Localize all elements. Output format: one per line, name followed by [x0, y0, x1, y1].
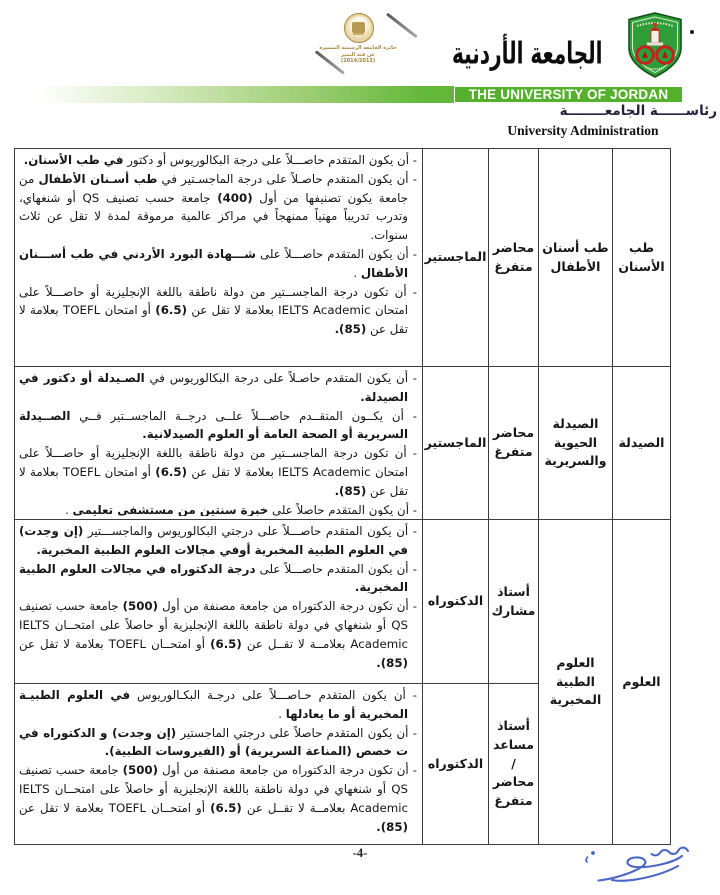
degree-cell-line: الماجستير	[424, 249, 487, 265]
university-name-banner	[36, 86, 683, 103]
requirements-cell	[15, 367, 423, 520]
faculty-cell-line: العلوم	[622, 673, 661, 689]
rank-cell-line: متفرغ	[494, 258, 533, 274]
requirement-bullet: - أن يكون المتقدم حاصـــلاً على درجة الدكتوراه في مجالات العلوم الطبية المخبرية.	[19, 561, 417, 595]
rank-cell-line: متفرغ	[494, 793, 533, 809]
requirement-bullet: - أن تكون درجة الماجســتير من دولة ناطقة باللغة الإنجليزية أو حاصـــلاً على امتحان IELTS Academic بعلامة لا تقل عن (6.5) أو امتحان TOEFL بعلامة لا تقل عن (85).	[19, 446, 417, 498]
requirements-text	[19, 686, 417, 841]
vacancy-requirements-table	[14, 148, 671, 845]
medallion-building-motif	[352, 22, 365, 33]
requirement-bullet: - أن يكون المتقدم حاصـــلاً على شـــهادة البورد الأردني في طب أســـنان الأطفال .	[19, 246, 417, 280]
degree-cell	[423, 149, 489, 367]
table-row-1	[15, 149, 671, 367]
requirement-bullet: - أن يكون المتقدم حاصـلاً على درجة البكالوريوس في الصـيدلة أو دكتور في الصيدلة.	[19, 371, 417, 404]
requirements-text	[19, 522, 417, 680]
rank-cell	[489, 520, 539, 684]
rank-cell-line: مشارك	[491, 602, 536, 618]
degree-cell-line: الدكتوراه	[427, 755, 484, 771]
table-row-3	[15, 520, 671, 684]
faculty-cell	[613, 149, 671, 367]
rank-cell-line: أستاذ	[497, 583, 530, 599]
faculty-cell-line: الأسنان	[618, 258, 665, 274]
department-cell-line: الحيوية	[553, 434, 598, 450]
degree-cell-line: الماجستير	[424, 434, 487, 450]
rank-cell-line: محاضر	[492, 239, 535, 255]
requirements-cell	[15, 520, 423, 684]
award-caption-line: جائزة الجامعة الرسمية المتميزة	[319, 45, 397, 51]
rank-cell	[489, 684, 539, 845]
requirement-bullet: - أن يكون المتقدم حاصـلاً على درجة الماجسـتير في طب أسـنان الأطفال من جامعة يكون تصنيفها من أول (400) جامعة حسب تصنيف QS أو شنغهاي، وتدرب تدريباً مهنياً ممنهجاً في مراكز عالمية مرموقة لمدة لا تقل عن ثلاث سنوات.	[19, 171, 417, 243]
award-caption-line: (2014/2013)	[340, 58, 376, 64]
department-cell-line: طب أسنان	[542, 239, 609, 255]
degree-cell	[423, 367, 489, 520]
department-cell-line: الأطفال	[550, 258, 601, 274]
university-shield-logo	[626, 12, 684, 78]
requirement-bullet: - أن يكون المتقدم حاصـــلاً على درجتي البكالوريوس والماجســـتير (إن وجدت) في العلوم الطبية المخبرية أوفي مجالات العلوم الطبية المخبرية.	[19, 524, 417, 557]
rank-cell-line: متفرغ	[494, 444, 533, 459]
requirement-bullet: - أن تكون درجة الدكتوراه من جامعة مصنفة من أول (500) جامعة حسب تصنيف QS أو شنغهاي في دولة ناطقة باللغة الإنجليزية أو حاصلاً على امتحــان IELTS Academic بعلامــة لا تقــل عن (6.5) أو امتحــان TOEFL بعلامة لا تقل عن (85).	[19, 763, 417, 834]
requirements-text	[19, 369, 417, 516]
department-cell-line: والسريرية	[544, 453, 607, 469]
rank-cell	[489, 367, 539, 520]
emblem-swoosh-stroke	[386, 13, 417, 38]
rank-cell-line: محاضر	[492, 425, 535, 441]
department-cell	[539, 367, 613, 520]
department-cell	[539, 149, 613, 367]
faculty-cell-line: طب	[628, 239, 654, 255]
university-arabic-calligraphy: الجامعة الأردنية	[452, 35, 603, 71]
requirements-cell	[15, 684, 423, 845]
requirements-table	[14, 148, 671, 845]
page-number: -4-	[352, 846, 368, 860]
award-caption-line: عن فئة التميز	[341, 51, 375, 58]
faculty-cell	[613, 367, 671, 520]
table-row-2	[15, 367, 671, 520]
requirements-text	[19, 151, 417, 362]
administration-title-arabic: رئاســــــة الجامعــــــــة	[559, 103, 717, 119]
university-name-english: THE UNIVERSITY OF JORDAN	[468, 87, 669, 102]
rank-cell-line: محاضر	[492, 774, 535, 790]
degree-cell	[423, 520, 489, 684]
requirement-bullet: - أن تكون درجة الماجســتير من دولة ناطقة باللغة الإنجليزية أو حاصـــلاً على امتحان IELTS Academic بعلامة لا تقل عن (6.5) أو امتحان TOEFL بعلامة لا تقل عن (85).	[19, 284, 417, 337]
requirement-bullet: - أن يكون المتقدم حاصـــلاً على درجة البكالوريوس أو دكتور في طب الأسنان.	[23, 153, 417, 167]
department-cell-line: المخبرية	[549, 692, 602, 708]
faculty-cell-line: الصيدلة	[618, 434, 665, 450]
degree-cell	[423, 684, 489, 845]
faculty-cell	[613, 520, 671, 845]
rank-cell-line: مساعد	[493, 736, 534, 752]
rank-cell-line: أستاذ	[497, 718, 530, 734]
administration-title-english: University Administration	[507, 123, 659, 138]
banner-green-block	[454, 86, 683, 103]
decorative-dot	[690, 30, 694, 34]
handwritten-signature	[576, 838, 696, 894]
award-medallion-emblem	[344, 13, 374, 43]
department-cell-line: الصيدلة	[552, 415, 599, 431]
degree-cell-line: الدكتوراه	[427, 593, 484, 609]
requirements-cell	[15, 149, 423, 367]
requirement-bullet: - أن يكون المتقدم حاصلاً على خبرة سنتين من مستشفى تعليمي .	[65, 502, 417, 516]
rank-cell-line: /	[511, 755, 516, 771]
rank-cell	[489, 149, 539, 367]
requirement-bullet: - أن تكون درجة الدكتوراه من جامعة مصنفة من أول (500) جامعة حسب تصنيف QS أو شنغهاي في دولة ناطقة باللغة الإنجليزية أو حاصلاً على امتحــان IELTS Academic بعلامــة لا تقــل عن (6.5) أو امتحــان TOEFL بعلامة لا تقل عن (85).	[19, 599, 417, 670]
requirement-bullet: - أن يكون المتقدم حاصلاً على درجتي الماجستير (إن وجدت) و الدكتوراه في ت خصص (المناعة السريرية) أو (الفيروسات الطبية).	[19, 725, 417, 759]
department-cell-line: العلوم	[556, 654, 595, 670]
department-cell	[539, 520, 613, 845]
department-cell-line: الطبية	[556, 673, 595, 689]
requirement-bullet: - أن يكــون المتقــدم حاصـــلاً علــى درجــة الماجســتير فــي الصــيدلة السريرية أو الصحة العامة أو العلوم الصيدلانية.	[19, 408, 417, 442]
requirement-bullet: - أن يكون المتقدم حـاصـــلاً على درجـة البكـالوريوس في العلوم الطبيـة المخبرية أو ما يعادلها .	[19, 688, 417, 721]
